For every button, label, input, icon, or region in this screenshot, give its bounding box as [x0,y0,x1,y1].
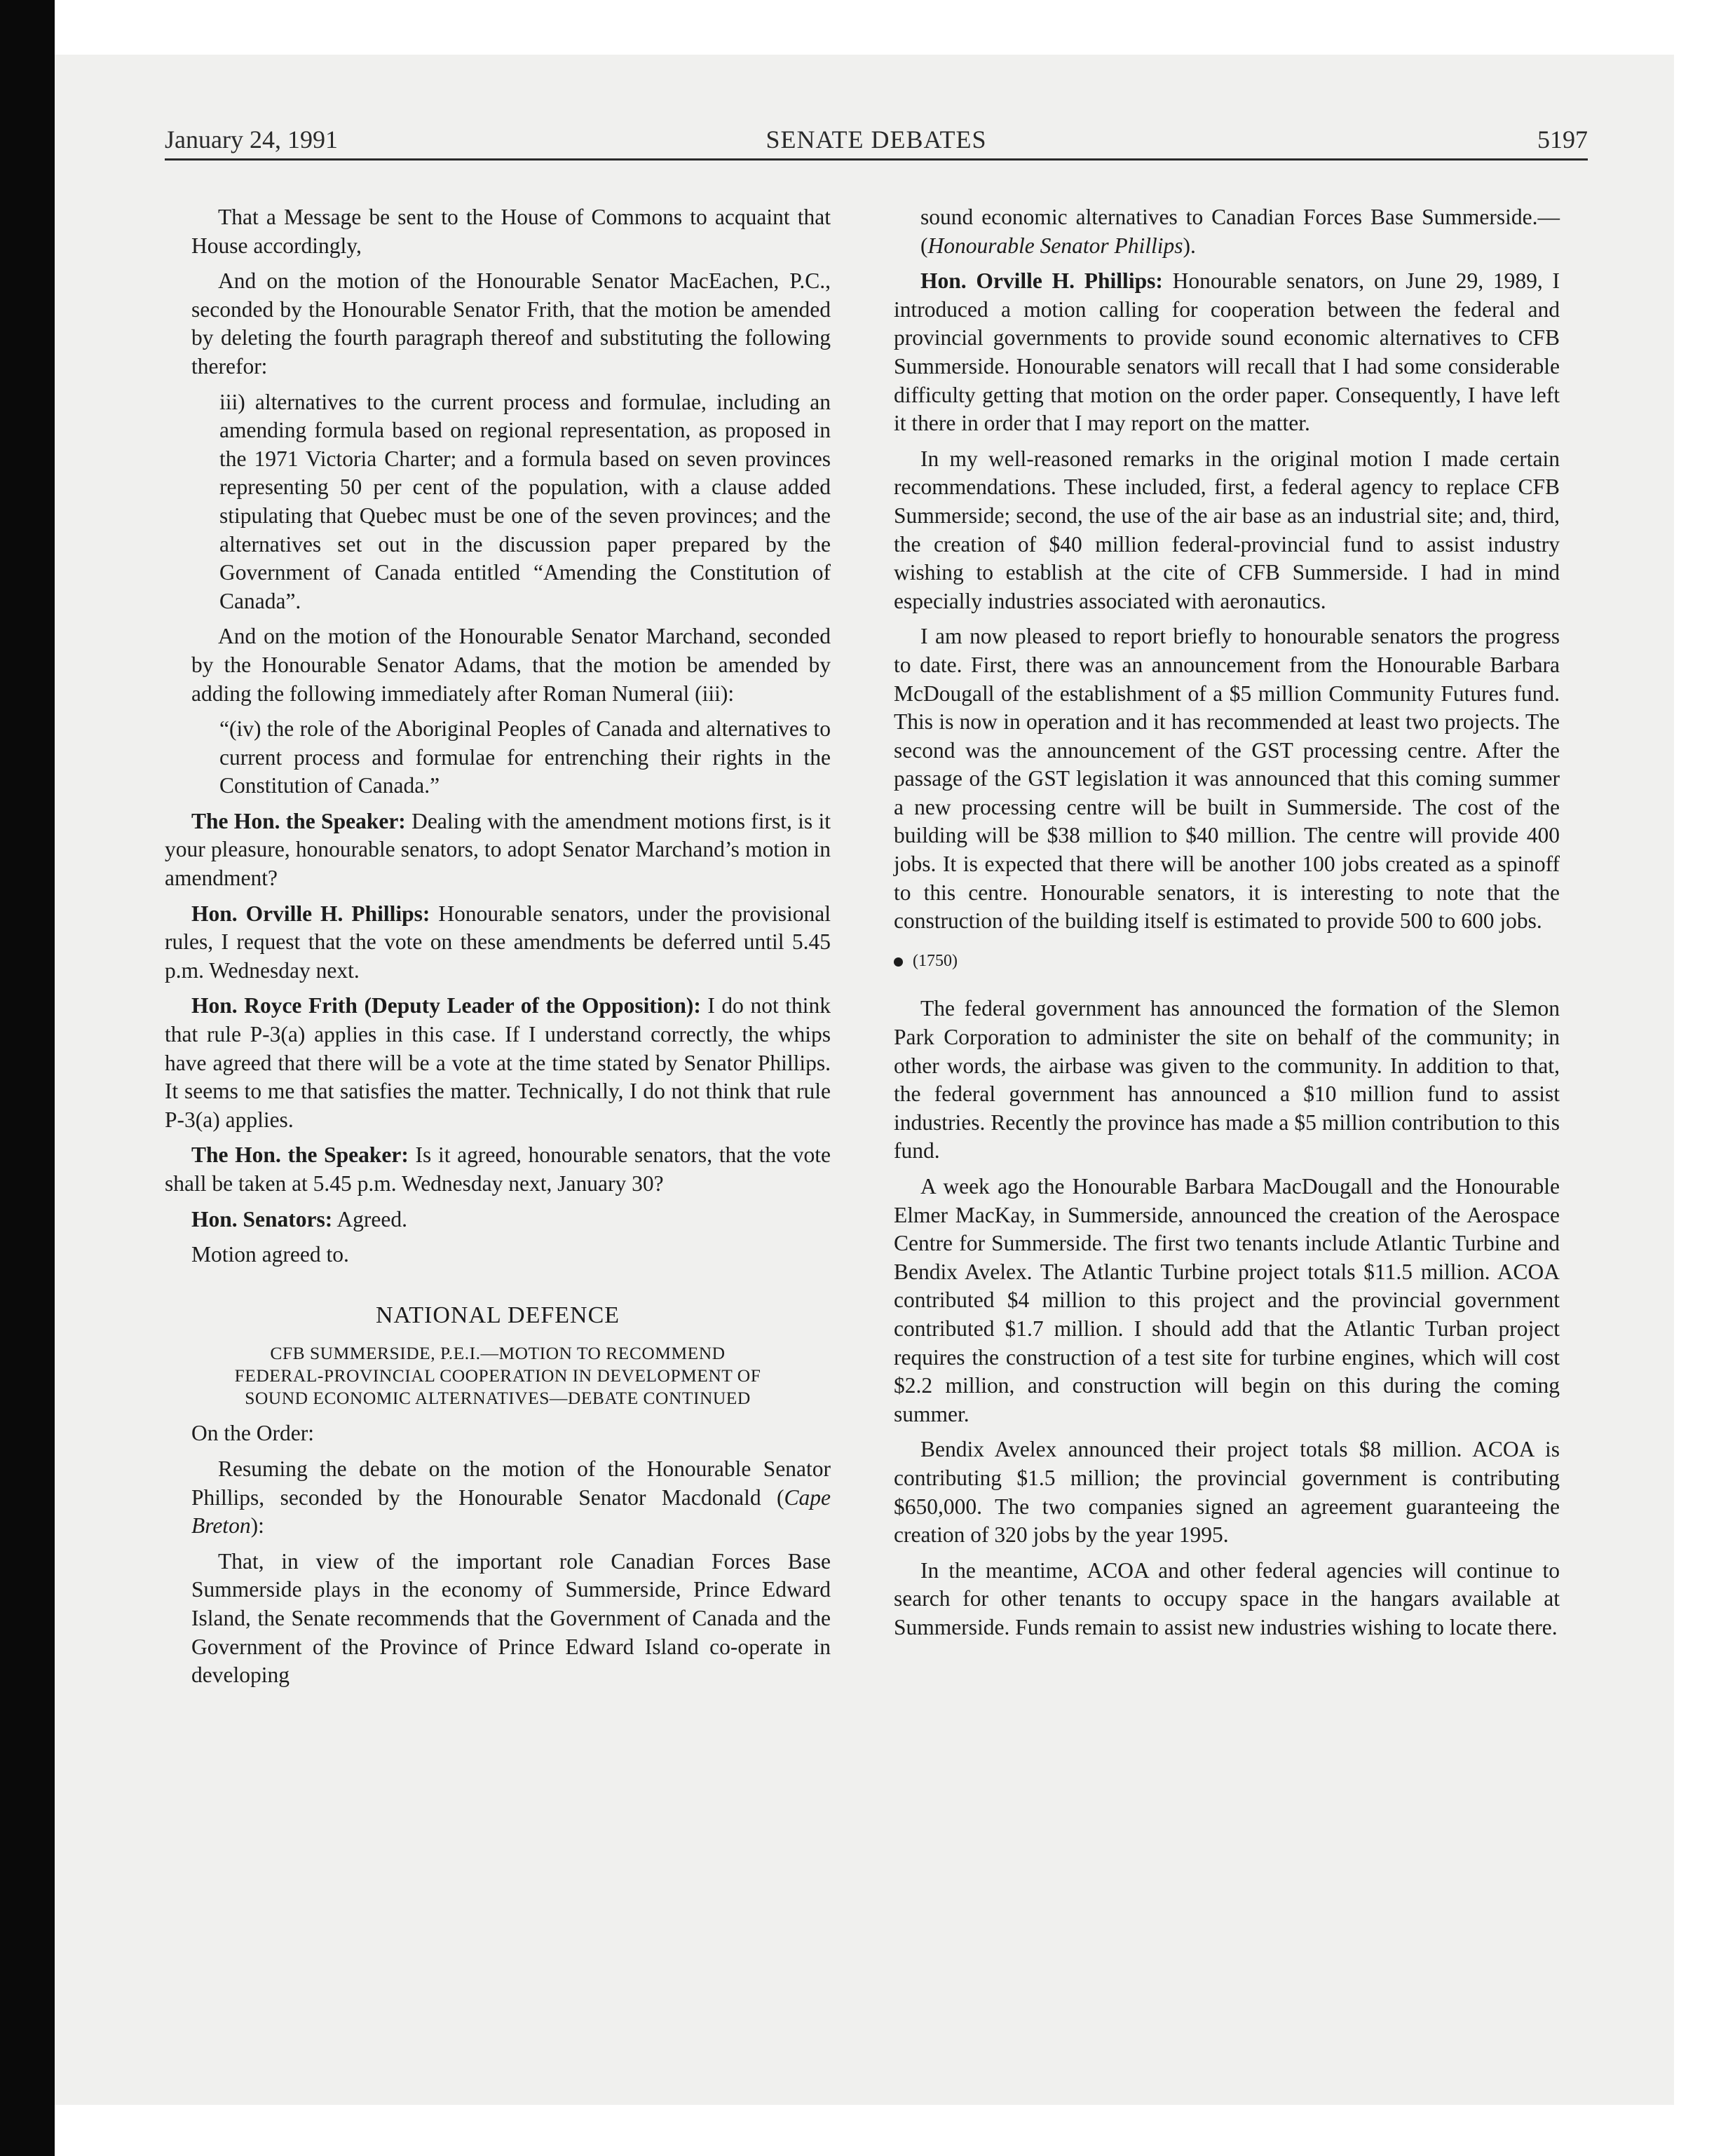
scan-top-margin [55,0,1735,55]
subsection-heading [165,1342,831,1410]
header-date: January 24, 1991 [165,125,338,153]
section-heading: NATIONAL DEFENCE [375,1302,620,1328]
text-run-italic: Cape Breton [191,1485,831,1538]
text-run: sound economic alternatives to Canadian Forces Base Summerside.—( [920,205,1560,258]
paragraph-quote: “(iv) the role of the Aboriginal Peoples of Canada and alternatives to current process and formulae for entrenching their rights in the Constitution of Canada.” [219,716,831,798]
header-page-number: 5197 [1537,125,1588,153]
right-column [894,203,1560,1649]
speech-text: Honourable senators, on June 29, 1989, I introduced a motion calling for cooperation between the federal and provincial governments to provide sound economic alternatives to CFB Summerside. Honourable senators will recall that I had some considerable difficulty getting that motion on the order paper. Consequently, I have left it there in order that I may report on the matter. [894,268,1560,436]
speech-paragraph [165,900,831,985]
paragraph: And on the motion of the Honourable Senator Marchand, seconded by the Honourable Senator Adams, that the motion be amended by adding the following immediately after Roman Numeral (iii): [191,624,831,706]
paragraph: That, in view of the important role Canadian Forces Base Summerside plays in the economy of Summerside, Prince Edward Island, the Senate recommends that the Government of Canada and the Government of the Province of Prince Edward Island co-operate in developing [191,1548,831,1688]
paragraph: In my well-reasoned remarks in the original motion I made certain recommendations. These included, first, a federal agency to replace CFB Summerside; second, the use of the air base as an industrial site; and, third, the creation of $40 million federal-provincial fund to assist industry wishing to establish at the cite of CFB Summerside. I had in mind especially industries associated with aeronautics. [894,446,1560,613]
speaker-name: The Hon. the Speaker: [191,808,406,833]
speaker-name: Hon. Royce Frith (Deputy Leader of the Opposition): [191,993,701,1018]
text-run-italic: Honourable Senator Phillips [927,233,1183,258]
text-run: ). [1183,233,1196,258]
speech-paragraph [165,807,831,893]
header-title: SENATE DEBATES [766,125,987,153]
paragraph [920,203,1560,260]
speech-text: I do not think that rule P-3(a) applies in this case. If I understand correctly, the whips have agreed that there will be a vote at the time stated by Senator Phillips. It seems to me that satisfies the matter. Technically, I do not think that rule P-3(a) applies. [165,993,831,1132]
paragraph: That a Message be sent to the House of Commons to acquaint that House accordingly, [191,205,831,258]
paragraph: I am now pleased to report briefly to honourable senators the progress to date. First, there was an announcement from the Honourable Barbara McDougall of the establishment of a $5 million Community Futures fund. This is now in operation and it has recommended at least two projects. The second was the announcement of the GST processing centre. After the passage of the GST legislation it was announced that this coming summer a new processing centre will be built in Summerside. The cost of the building will be $38 million to $40 million. The centre will provide 400 jobs. It is expected that there will be another 100 jobs created as a spinoff to this centre. Honourable senators, it is interesting to note that the construction of the building itself is estimated to provide 500 to 600 jobs. [894,624,1560,934]
speaker-name: Hon. Senators: [191,1206,333,1231]
scan-black-edge [0,0,55,2156]
subsection-line: FEDERAL-PROVINCIAL COOPERATION IN DEVELOPMENT OF [234,1365,761,1386]
speech-text: Dealing with the amendment motions first, is it your pleasure, honourable senators, to adopt Senator Marchand’s motion in amendment? [165,808,831,891]
time-label: (1750) [913,951,958,970]
speech-text: Is it agreed, honourable senators, that the vote shall be taken at 5.45 p.m. Wednesday next, January 30? [165,1142,831,1196]
header-rule [165,158,1588,161]
speaker-name: Hon. Orville H. Phillips: [920,268,1163,294]
speaker-name: Hon. Orville H. Phillips: [191,901,430,926]
paragraph [191,1455,831,1541]
paragraph: Motion agreed to. [191,1242,349,1267]
bullet-icon [894,957,903,967]
speech-paragraph [165,992,831,1134]
paragraph-quote: iii) alternatives to the current process and formulae, including an amending formula based on regional representation, as proposed in the 1971 Victoria Charter; and a formula based on seven provinces representing 50 per cent of the population, with a clause added stipulating that Quebec must be one of the seven provinces; and the alternatives set out in the discussion paper prepared by the Government of Canada entitled “Amending the Constitution of Canada”. [219,389,831,613]
text-run: ): [250,1513,264,1538]
speech-paragraph [165,1206,831,1234]
paragraph: A week ago the Honourable Barbara MacDougall and the Honourable Elmer MacKay, in Summerside, announced the creation of the Aerospace Centre for Summerside. The first two tenants include Atlantic Turbine and Bendix Avelex. The Atlantic Turbine project totals $11.5 million. ACOA contributed $4 million to this project and the provincial government contributed $1.7 million. I should add that the Atlantic Turban project requires the construction of a test site for turbine engines, which will cost $2.2 million, and construction will begin on this during the coming summer. [894,1174,1560,1426]
paragraph: In the meantime, ACOA and other federal agencies will continue to search for other tenants to occupy space in the hangars available at Summerside. Funds remain to assist new industries wishing to locate there. [894,1557,1560,1639]
speaker-name: The Hon. the Speaker: [191,1142,409,1168]
subsection-line: CFB SUMMERSIDE, P.E.I.—MOTION TO RECOMMEND [270,1343,726,1364]
paragraph: And on the motion of the Honourable Senator MacEachen, P.C., seconded by the Honourable Senator Frith, that the motion be amended by deleting the fourth paragraph thereof and substituting the following therefor: [191,268,831,378]
subsection-line: SOUND ECONOMIC ALTERNATIVES—DEBATE CONTINUED [245,1388,751,1409]
page-header [165,125,1588,158]
speech-text: Agreed. [332,1206,407,1231]
time-marker [894,947,1560,976]
text-run: Resuming the debate on the motion of the Honourable Senator Phillips, seconded by the Honourable Senator Macdonald ( [191,1456,831,1510]
paragraph: Bendix Avelex announced their project totals $8 million. ACOA is contributing $1.5 million; the provincial government is contributing $650,000. The two companies signed an agreement guaranteeing the creation of 320 jobs by the year 1995. [894,1437,1560,1548]
paragraph: On the Order: [191,1421,314,1446]
speech-paragraph [165,1141,831,1198]
speech-paragraph [894,267,1560,438]
paragraph: The federal government has announced the formation of the Slemon Park Corporation to administer the site on behalf of the community; in other words, the airbase was given to the community. In addition to that, the federal government has announced a $10 million fund to assist industries. Recently the province has made a $5 million contribution to this fund. [894,996,1560,1164]
left-column [165,203,831,1697]
speech-text: Honourable senators, under the provisional rules, I request that the vote on these amendments be deferred until 5.45 p.m. Wednesday next. [165,901,831,983]
